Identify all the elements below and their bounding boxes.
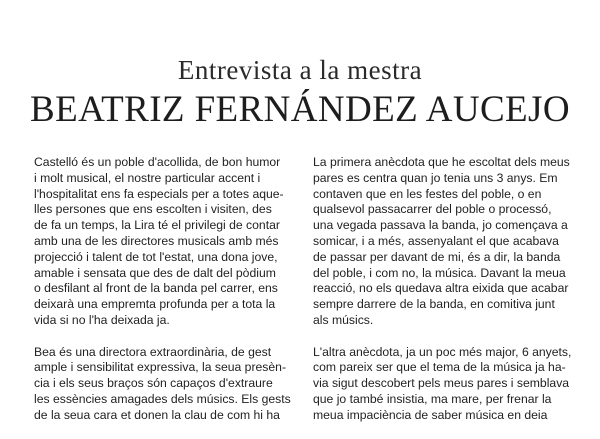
text-line: pares es centra quan jo tenia uns 3 anys. Em [313, 170, 558, 185]
text-line: lles persones que ens escolten i visiten, des [34, 202, 272, 217]
paragraph [313, 345, 571, 424]
text-line: sempre darrere de la banda, en comitiva junt [313, 297, 555, 312]
text-line: La primera anècdota que he escoltat dels meus [313, 155, 570, 169]
text-line: com pareix ser que el tema de la música ja ha- [313, 360, 566, 375]
text-line: ample i sensibilitat expressiva, la seua presèn- [34, 360, 286, 375]
text-line: Bea és una directora extraordinària, de gest [34, 344, 272, 359]
interview-title: BEATRIZ FERNÁNDEZ AUCEJO [30, 89, 570, 130]
text-line: contaven que en les festes del poble, o en [313, 186, 542, 201]
paragraph [313, 155, 571, 329]
paragraph [34, 345, 292, 424]
right-column [313, 155, 571, 439]
text-line: de la seua cara et donen la clau de com hi ha [34, 407, 280, 422]
text-line: de passar per davant de mi, és a dir, la banda [313, 249, 561, 264]
text-line: amb una de les directores musicals amb més [34, 233, 279, 248]
text-line: que jo també insistia, ma mare, per frenar la [313, 391, 552, 406]
text-line: reacció, no els quedava altra eixida que acabar [313, 281, 569, 296]
left-column [34, 155, 292, 439]
interview-kicker: Entrevista a la mestra [177, 55, 423, 85]
text-line: del poble, i com no, la música. Davant la meua [313, 265, 566, 280]
text-line: Castelló és un poble d'acollida, de bon humor [34, 155, 281, 169]
text-line: amable i sensata que des de dalt del pòdium [34, 265, 276, 280]
text-line: una vegada passava la banda, jo començava a [313, 218, 568, 233]
paragraph [34, 155, 292, 329]
text-line: via sigut descobert pels meus pares i semblava [313, 376, 570, 391]
text-line: L'altra anècdota, ja un poc més major, 6 anyets, [313, 344, 572, 359]
text-line: somicar, i a més, assenyalant el que acabava [313, 233, 559, 248]
text-line: qualsevol passacarrer del poble o processó, [313, 202, 552, 217]
text-line: vida si no l'ha deixada ja. [34, 312, 170, 327]
text-line: als músics. [313, 312, 374, 327]
text-line: projecció i talent de tot l'estat, una dona jove, [34, 249, 278, 264]
text-line: meua impaciència de saber música en deia [313, 407, 548, 422]
text-line: o desfilant al front de la banda pel carrer, ens [34, 281, 278, 296]
text-line: les essències amagades dels músics. Els gests [34, 391, 291, 406]
text-line: deixarà una empremta profunda per a tota la [34, 297, 276, 312]
text-line: l'hospitalitat ens fa especials per a totes aque- [34, 186, 284, 201]
text-line: i molt musical, el nostre particular accent i [34, 170, 261, 185]
text-line: cia i els seus braços són capaços d'extraure [34, 376, 273, 391]
text-line: de fa un temps, la Lira té el privilegi de contar [34, 218, 280, 233]
